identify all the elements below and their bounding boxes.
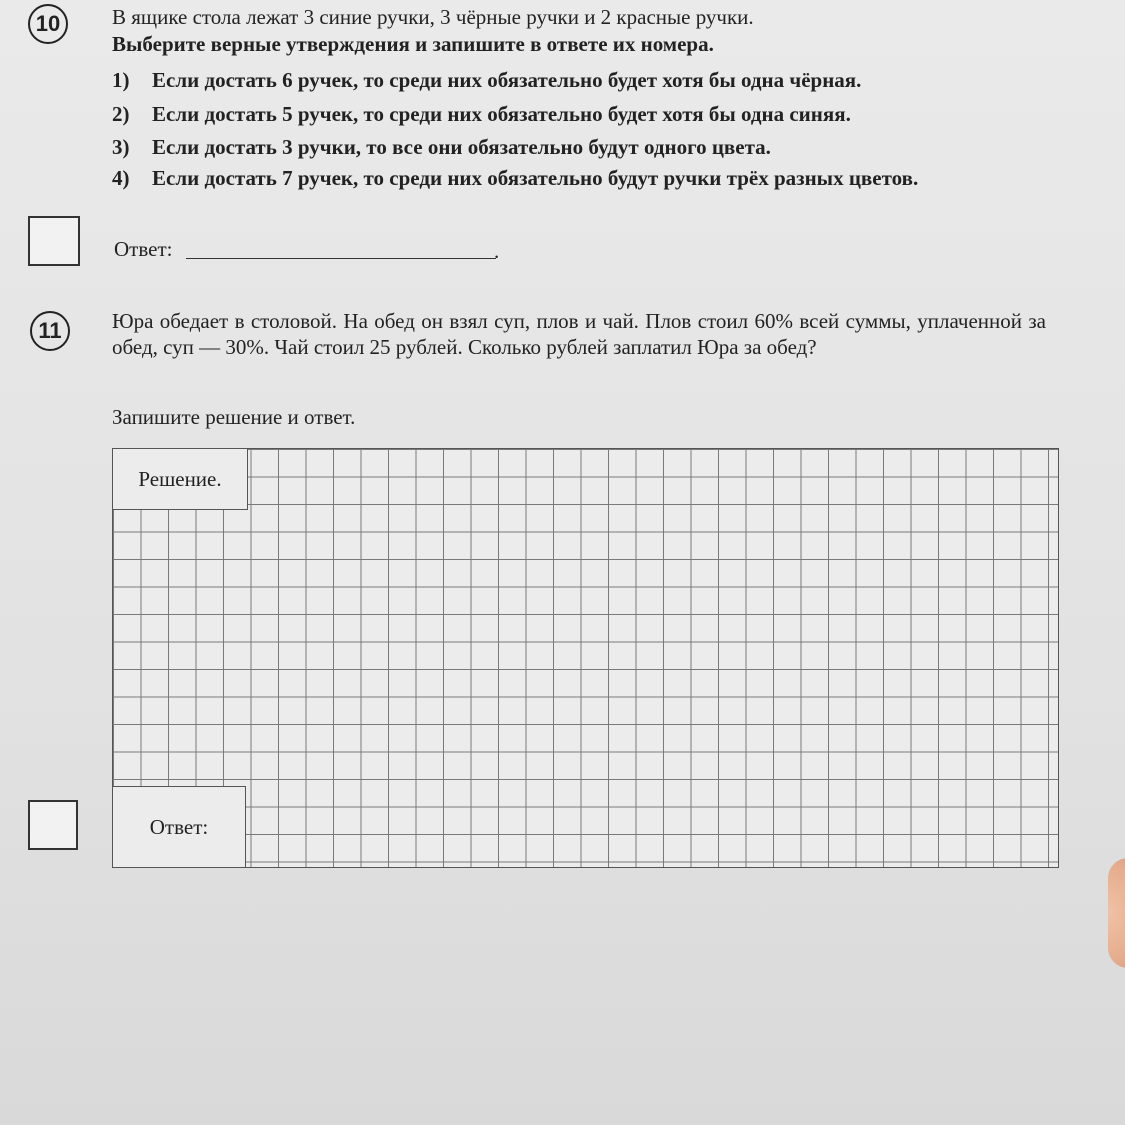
task-10-answer-period: . — [494, 239, 500, 263]
solution-label: Решение. — [113, 449, 248, 510]
task-11-instruction: Запишите решение и ответ. — [112, 405, 356, 429]
finger — [1108, 858, 1125, 968]
option-number: 2) — [112, 102, 130, 126]
option-text: Если достать 6 ручек, то среди них обязательно будет хотя бы одна чёрная. — [152, 68, 862, 92]
answer-cell-label: Ответ: — [113, 786, 246, 867]
task-10-intro-line1: В ящике стола лежат 3 синие ручки, 3 чёрные ручки и 2 красные ручки. — [112, 5, 754, 29]
option-number: 1) — [112, 68, 130, 92]
option-text: Если достать 3 ручки, то все они обязательно будут одного цвета. — [152, 135, 771, 159]
option-number: 4) — [112, 166, 130, 190]
task-10-option-3 — [112, 133, 771, 161]
task-11-problem: Юра обедает в столовой. На обед он взял суп, плов и чай. Плов стоил 60% всей суммы, уплаченной за обед, суп — 30%. Чай стоил 25 рублей. Сколько рублей заплатил Юра за обед? — [112, 309, 1046, 359]
option-text: Если достать 7 ручек, то среди них обязательно будут ручки трёх разных цветов. — [152, 166, 919, 190]
task-10-answer-label: Ответ: — [114, 237, 173, 261]
task-11-number: 11 — [30, 311, 70, 351]
task-10-intro-line2: Выберите верные утверждения и запишите в ответе их номера. — [112, 32, 714, 56]
task-10-option-1 — [112, 66, 861, 94]
task-10-option-2 — [112, 100, 851, 128]
task-10-answer-line[interactable] — [186, 234, 496, 259]
task-11-score-box[interactable] — [28, 800, 78, 850]
task-10-number: 10 — [28, 4, 68, 44]
solution-grid[interactable] — [112, 448, 1059, 868]
option-text: Если достать 5 ручек, то среди них обязательно будет хотя бы одна синяя. — [152, 102, 851, 126]
task-10-option-4 — [112, 164, 918, 192]
task-10-score-box[interactable] — [28, 216, 80, 266]
option-number: 3) — [112, 135, 130, 159]
